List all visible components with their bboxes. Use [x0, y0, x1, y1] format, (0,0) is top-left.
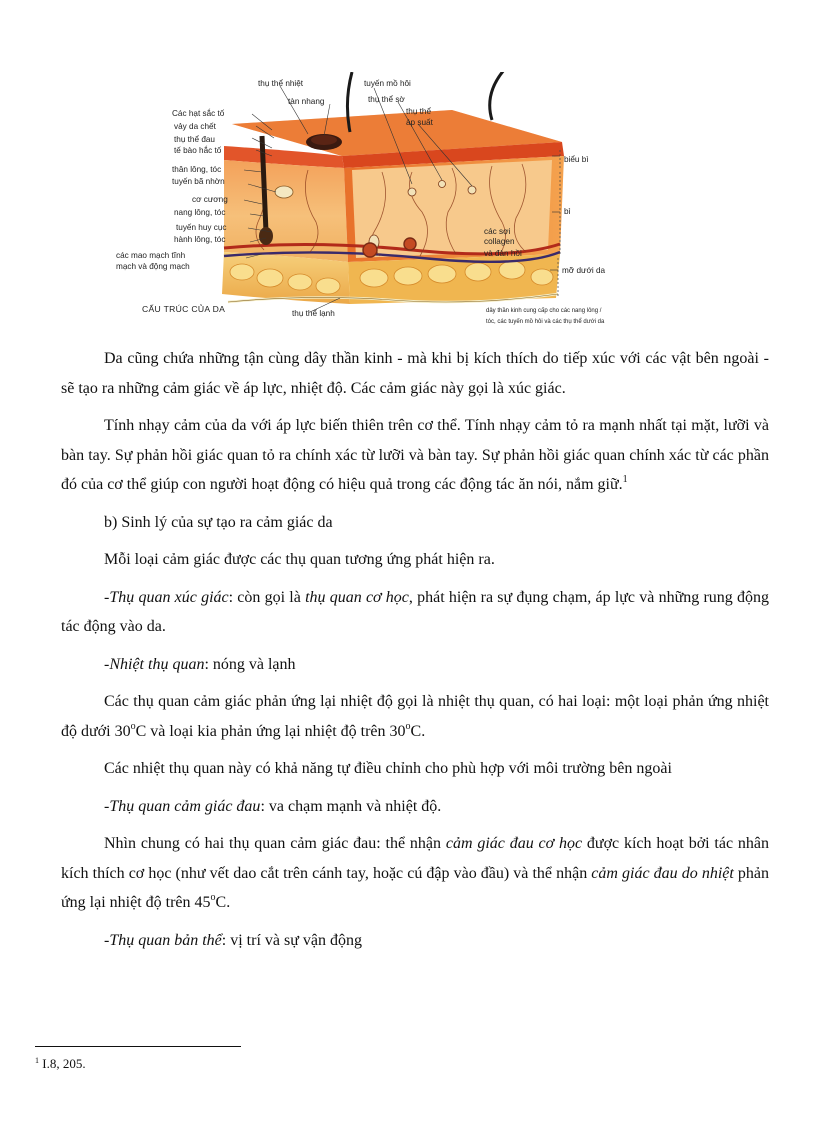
- paragraph-temperature: [61, 687, 769, 746]
- label-apocrine-gland: tuyến huy cục: [176, 223, 227, 232]
- term-mechanoreceptor: thụ quan cơ học: [305, 588, 409, 606]
- p10-text-c: phản ứng lại nhiệt độ trên 45: [61, 864, 769, 911]
- paragraph-thermoreceptor: [61, 650, 769, 680]
- p8-text: Các nhiệt thụ quan này có khả năng tự điều chỉnh cho phù hợp với môi trường bên ngoài: [104, 760, 672, 777]
- label-pain-receptor: thụ thể đau: [174, 135, 215, 144]
- skin-block: [222, 72, 564, 304]
- label-sweat-gland: tuyến mồ hôi: [364, 79, 411, 88]
- label-sebaceous-gland: tuyến bã nhờn: [172, 177, 225, 186]
- footnote-mark: 1: [35, 1056, 39, 1065]
- label-hair-follicle: nang lông, tóc: [174, 208, 226, 217]
- p11-text: : vị trí và sự vận động: [221, 931, 362, 949]
- label-hair-shaft: thân lông, tóc: [172, 165, 222, 174]
- figure-caption-1: dây thần kinh cung cấp cho các nang lông /: [486, 308, 602, 314]
- p2-text: Tính nhạy cảm của da với áp lực biến thiên trên cơ thể. Tính nhạy cảm tỏ ra mạnh nhất tại mặt, lưỡi và bàn tay. Sự phản hồi giác quan tỏ ra chính xác từ lưỡi và bàn tay. Sự phản hồi giác quan chính xác từ các phần đó của cơ thể giúp con người hoạt động có hiệu quả trong các động tác ăn nói, nắm giữ.: [61, 417, 769, 493]
- p1-text: Da cũng chứa những tận cùng dây thần kinh - mà khi bị kích thích do tiếp xúc với các vật bên ngoài - sẽ tạo ra những cảm giác về áp lực, nhiệt độ. Các cảm giác này gọi là xúc giác.: [61, 350, 769, 397]
- document-body: [61, 344, 769, 963]
- figure-title: CẤU TRÚC CỦA DA: [142, 304, 226, 314]
- label-capillaries-1: các mao mạch tĩnh: [116, 251, 186, 260]
- p7-text-c: C.: [410, 722, 426, 740]
- label-pressure: áp suất: [406, 118, 433, 127]
- term-touch-receptor: -Thụ quan xúc giác: [104, 588, 229, 606]
- label-receptor: thụ thể: [406, 107, 432, 116]
- label-collagen: collagen: [484, 237, 515, 246]
- paragraph-sensitivity: [61, 411, 769, 500]
- term-proprioceptor: -Thụ quan bản thể: [104, 931, 222, 949]
- p10-text-b: được kích hoạt bởi tác nhân kích thích cơ học (như vết dao cắt trên cánh tay, hoặc cú đập vào đầu) và thể nhận: [61, 835, 769, 882]
- label-dead-skin-flakes: vảy da chết: [174, 122, 216, 131]
- footnote: [35, 1056, 86, 1072]
- figure-labels-left: [116, 108, 228, 271]
- label-subcutaneous: mỡ dưới da: [562, 266, 606, 275]
- footnote-separator: [35, 1046, 241, 1047]
- label-melanocyte: tế bào hắc tố: [174, 146, 222, 155]
- label-elastic: và đàn hồi: [484, 249, 522, 258]
- label-freckle: tàn nhang: [288, 97, 325, 106]
- figure-labels-right: [562, 154, 606, 275]
- p10-text-d: C.: [215, 894, 231, 911]
- term-thermal-pain: cảm giác đau do nhiệt: [591, 864, 734, 882]
- label-thermoreceptor: thụ thể nhiệt: [258, 79, 304, 88]
- p7-text-a: Các thụ quan cảm giác phản ứng lại nhiệt độ gọi là nhiệt thụ quan, có hai loại: một loại phản ứng nhiệt độ dưới 30: [61, 693, 769, 740]
- label-fibers: các sợi: [484, 227, 511, 236]
- paragraph-proprioceptor: [61, 926, 769, 956]
- figure-caption-2: tóc, các tuyến mồ hôi và các thụ thể dưới da: [486, 319, 605, 325]
- degree-mark: o: [405, 720, 411, 732]
- paragraph-adaptation: [61, 754, 769, 784]
- label-erector-muscle: cơ cương: [192, 195, 228, 204]
- p5-text-2: , phát hiện ra sự đụng chạm, áp lực và những rung động tác động vào da.: [61, 588, 770, 635]
- paragraph-pain-types: [61, 829, 769, 918]
- term-thermoreceptor: -Nhiệt thụ quan: [104, 655, 205, 673]
- section-heading-physiology: [61, 508, 769, 538]
- label-hair-bulb: hành lông, tóc: [174, 235, 226, 244]
- label-capillaries-2: mạch và động mạch: [116, 262, 190, 271]
- p7-text-b: C và loại kia phản ứng lại nhiệt độ trên 30: [135, 722, 406, 740]
- label-epidermis: biểu bì: [564, 155, 589, 164]
- term-pain-receptor: -Thụ quan cảm giác đau: [104, 797, 261, 815]
- p6-text: : nóng và lạnh: [204, 655, 296, 673]
- p10-text-a: Nhìn chung có hai thụ quan cảm giác đau: thể nhận: [104, 835, 446, 852]
- p5-text-1: : còn gọi là: [228, 588, 306, 606]
- label-touch-receptor: thụ thể sờ: [368, 95, 405, 104]
- paragraph-touch-intro: [61, 344, 769, 403]
- paragraph-pain-receptor: [61, 792, 769, 822]
- label-pigment-granules: Các hạt sắc tố: [172, 109, 225, 118]
- skin-structure-figure: [112, 72, 672, 334]
- degree-mark: o: [130, 720, 136, 732]
- paragraph-receptors-intro: [61, 545, 769, 575]
- p3-text: b) Sinh lý của sự tạo ra cảm giác da: [104, 513, 333, 531]
- footnote-ref[interactable]: 1: [622, 474, 628, 485]
- paragraph-mechanoreceptor: [61, 583, 769, 642]
- label-dermis: bì: [564, 207, 571, 216]
- term-mechanical-pain: cảm giác đau cơ học: [445, 835, 583, 852]
- p9-text: : va chạm mạnh và nhiệt độ.: [260, 797, 442, 815]
- degree-mark: o: [210, 892, 216, 903]
- label-cold-receptor: thụ thể lạnh: [292, 309, 335, 318]
- footnote-text: I.8, 205.: [39, 1056, 86, 1071]
- p4-text: Mỗi loại cảm giác được các thụ quan tương ứng phát hiện ra.: [104, 551, 495, 568]
